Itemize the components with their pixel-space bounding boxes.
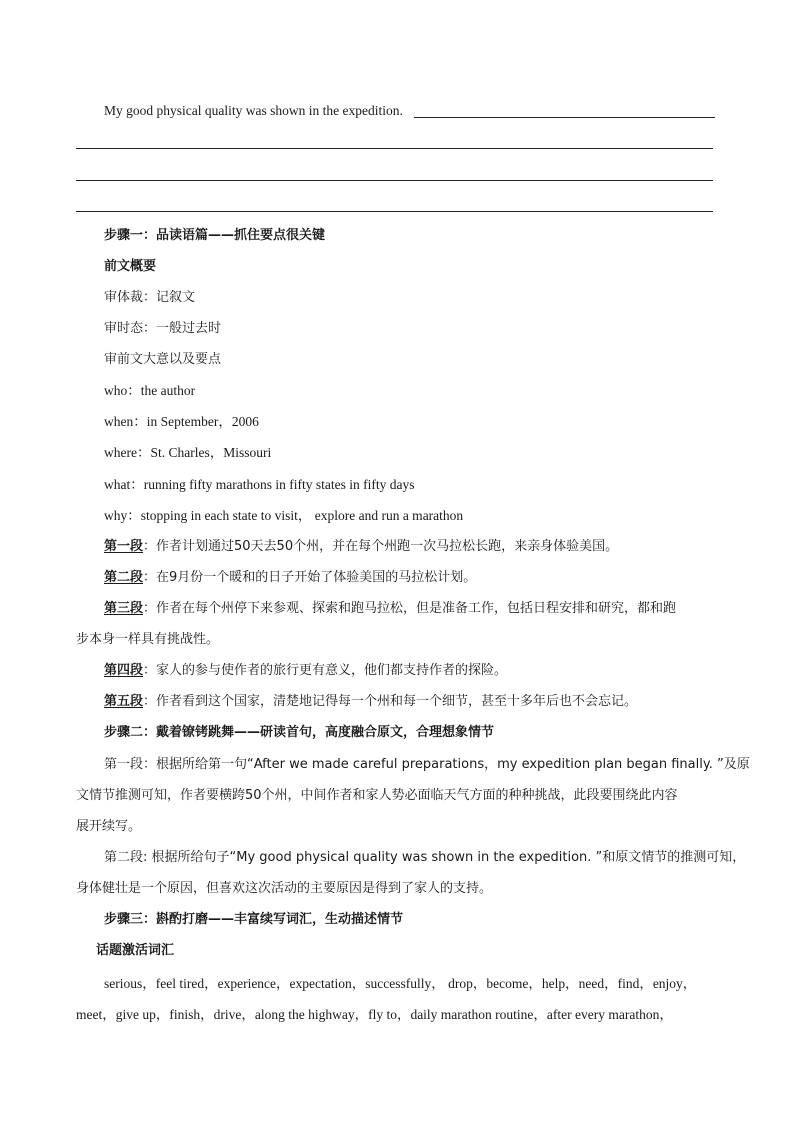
who-value: the author — [140, 383, 196, 398]
paragraph-text: ：作者计划通过50天去50个州，并在每个州跑一次马拉松长跑，来亲身体验美国。 — [143, 539, 619, 554]
when-value: in September，2006 — [146, 414, 259, 429]
paragraph-text: ：作者在每个州停下来参观、探索和跑马拉松，但是准备工作，包括日程安排和研究，都和跑 — [143, 601, 677, 616]
answer-line-1[interactable] — [76, 148, 713, 149]
step3-subheading: 话题激活词汇 — [96, 943, 175, 958]
who-label: who： — [104, 383, 141, 398]
step2-para2-line1: 第二段: 根据所给句子“My good physical quality was shown in the expedition. ”和原文情节的推测可知， — [104, 850, 746, 865]
tense-row — [104, 319, 718, 339]
paragraph-text: ：作者看到这个国家，清楚地记得每一个州和每一个细节，甚至十多年后也不会忘记。 — [143, 694, 638, 709]
answer-line-3[interactable] — [76, 211, 713, 212]
genre-row — [104, 288, 718, 308]
paragraph-label: 第五段 — [104, 694, 144, 709]
why-row — [104, 506, 718, 526]
prompt-sentence: My good physical quality was shown in the expedition. — [104, 103, 403, 118]
vocab-line-1: serious，feel tired，experience，expectation，successfully， drop，become，help，need，find，enjoy， — [104, 976, 697, 991]
when-row — [104, 412, 718, 432]
why-label: why： — [104, 508, 141, 523]
paragraph-summary-3 — [104, 599, 718, 619]
what-value: running fifty marathons in fifty states in fifty days — [143, 477, 415, 492]
genre-value: 记叙文 — [156, 290, 196, 305]
step1-heading: 步骤一：品读语篇——抓住要点很关键 — [104, 228, 326, 243]
paragraph-summary-2 — [104, 568, 718, 588]
tense-label: 审时态： — [104, 321, 157, 336]
what-label: what： — [104, 477, 144, 492]
step3-heading: 步骤三：斟酌打磨——丰富续写词汇，生动描述情节 — [104, 912, 404, 927]
step2-heading: 步骤二：戴着镣铐跳舞——研读首句，高度融合原文，合理想象情节 — [104, 725, 495, 740]
answer-line-2[interactable] — [76, 180, 713, 181]
why-value: stopping in each state to visit， explore and run a marathon — [140, 508, 464, 523]
where-value: St. Charles，Missouri — [150, 445, 272, 460]
step2-para1-line3: 展开续写。 — [76, 819, 142, 834]
vocab-line-2: meet，give up，finish，drive，along the highway，fly to，daily marathon routine，after every marathon， — [76, 1007, 673, 1022]
gist-label: 审前文大意以及要点 — [104, 352, 222, 367]
step2-para1-line2: 文情节推测可知，作者要横跨50个州，中间作者和家人势必面临天气方面的种种挑战，此段要围绕此内容 — [76, 788, 678, 803]
paragraph-label: 第三段 — [104, 601, 144, 616]
paragraph-text: ：在9月份一个暖和的日子开始了体验美国的马拉松计划。 — [143, 570, 477, 585]
what-row — [104, 475, 718, 495]
paragraph-summary-4 — [104, 661, 718, 681]
paragraph-summary-5 — [104, 692, 718, 712]
where-row — [104, 443, 718, 463]
when-label: when： — [104, 414, 147, 429]
where-label: where： — [104, 445, 151, 460]
paragraph-label: 第四段 — [104, 663, 144, 678]
genre-label: 审体裁： — [104, 290, 157, 305]
paragraph-label: 第一段 — [104, 539, 144, 554]
paragraph-summary-1 — [104, 537, 718, 557]
step2-para2-line2: 身体健壮是一个原因，但喜欢这次活动的主要原因是得到了家人的支持。 — [76, 881, 493, 896]
paragraph-summary-3-cont: 步本身一样具有挑战性。 — [76, 632, 220, 647]
step1-subheading: 前文概要 — [104, 259, 157, 274]
paragraph-label: 第二段 — [104, 570, 144, 585]
step2-para1-line1: 第一段：根据所给第一句“After we made careful preparations，my expedition plan began finally. ”及原 — [104, 757, 750, 772]
answer-blank-line[interactable] — [414, 117, 715, 118]
tense-value: 一般过去时 — [156, 321, 222, 336]
paragraph-text: ：家人的参与使作者的旅行更有意义，他们都支持作者的探险。 — [143, 663, 508, 678]
who-row — [104, 381, 718, 401]
